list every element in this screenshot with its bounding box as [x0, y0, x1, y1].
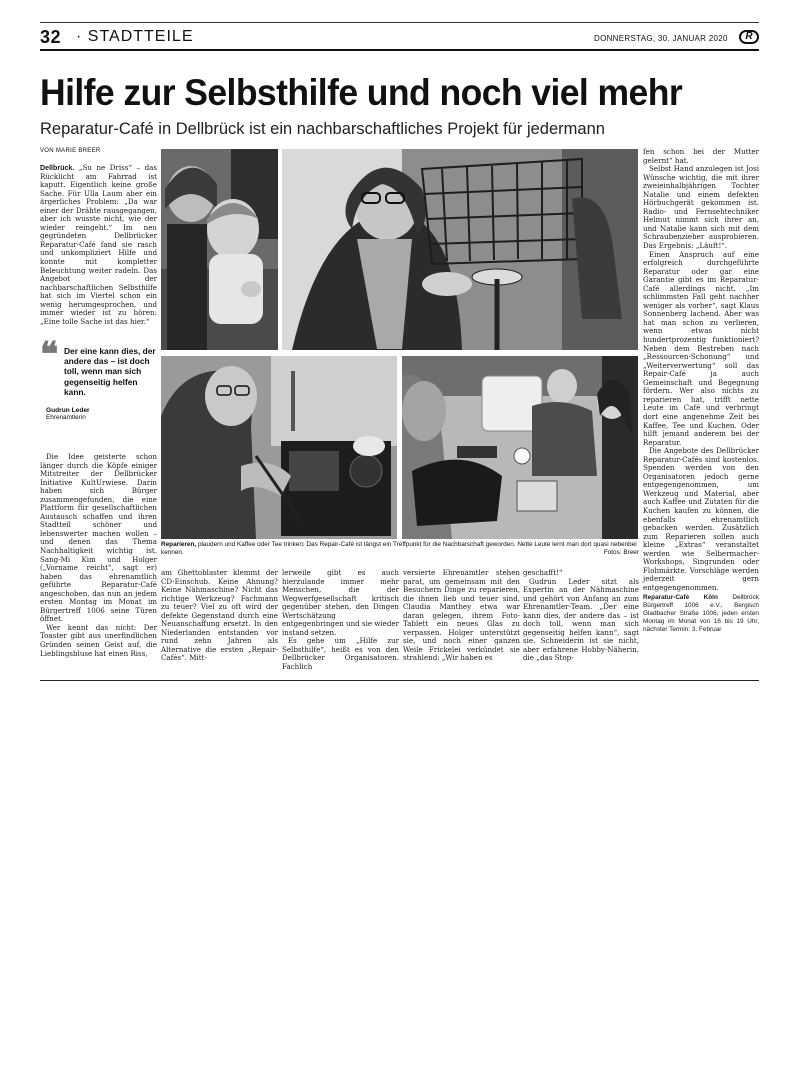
paragraph: geschafft!“: [523, 568, 563, 577]
paragraph: am Ghettoblaster klemmt der CD-Einschub. Keine Ahnung? Keine Nähmaschine? Nicht das richtige Werkzeug? Fachmann zu teuer? Viel zu oft wird der defekte Gegenstand durch eine Neuanschaffung ersetzt. In den Niederlanden entstanden vor rund zehn Jahren als Alternative die ersten „Repair-Cafés“. Mitt-: [161, 568, 278, 663]
photo-credit: Fotos: Breer: [603, 549, 639, 556]
paragraph: fen schon bei der Mutter gelernt“ hat.: [643, 147, 759, 165]
text-column-6: [643, 148, 759, 634]
paragraph: Gudrun Leder sitzt als Expertin an der Nähmaschine und gehört von Anfang an zum Ehrenamtler-Team. „Der eine kann dies, der andere das – ist doch toll, wenn man sich gegenseitig helfen kann“, sagt sie. Schneiderin ist sie nicht, aber erfahrene Hobby-Näherin, die „das Stop-: [523, 576, 639, 663]
page-number: 32: [40, 27, 62, 47]
article-byline: VON MARIE BREER: [40, 148, 101, 154]
photo-woman-bicycle-repair: [282, 149, 638, 350]
quote-mark-icon: ❝: [40, 336, 59, 374]
text-column-2: [161, 569, 278, 663]
paragraph: Dellbrück. „Su ne Driss“ – das Rücklicht am Fahrrad ist kaputt. Eigentlich keine große Sache. Für Ulla Laum aber ein ärgerliches Problem: „Da war einer der Drähte rausgegangen, aber ich wusste nicht, wie der wieder reingeht.“ Im neu gegründeten Dellbrücker Reparatur-Café fand sie rasch und unkompliziert Hilfe und konnte mit kompletter Beleuchtung weiter radeln. Das Angebot der nachbarschaftlichen Selbsthilfe hat sich im Viertel schon ein wenig herumgesprochen, und immer wieder ist zu hören: „Eine tolle Sache ist das hier.“: [40, 163, 157, 326]
header-top-rule: [40, 22, 759, 23]
dateline: Dellbrück.: [40, 164, 75, 172]
caption-lead: Reparieren,: [161, 541, 197, 548]
issue-date: DONNERSTAG, 30. JANUAR 2020: [594, 34, 728, 43]
photo-woman-with-toddler: [161, 149, 278, 350]
text-column-4: [403, 569, 520, 663]
text-column-3: [282, 569, 399, 672]
article-headline: Hilfe zur Selbsthilfe und noch viel mehr: [40, 72, 683, 113]
quote-text: Der eine kann dies, der andere das – ist doch toll, wenn man sich gegenseitig helfen kann.: [64, 346, 156, 397]
quote-author: Gudrun Leder: [46, 407, 90, 415]
info-box-text: Dellbrück Bürgertreff 1006 e.V., Bergisch Gladbacher Straße 1006, jeden ersten Montag im Monat von 16 bis 19 Uhr, nächster Termin: 3. Februar: [643, 594, 759, 634]
article-bottom-rule: [40, 680, 759, 681]
article-subheadline: Reparatur-Café in Dellbrück ist ein nachbarschaftliches Projekt für jedermann: [40, 120, 605, 138]
header-bottom-rule: [40, 49, 759, 51]
text-column-1-top: [40, 164, 157, 326]
newspaper-logo-icon: R: [739, 30, 759, 44]
photo-man-repairing-device: [161, 356, 397, 539]
text-column-5: [523, 569, 639, 663]
quote-author-role: Ehrenamtlerin: [46, 414, 86, 422]
paragraph: Die Idee geisterte schon länger durch die Köpfe einiger Mitstreiter der Dellbrücker Initiative KultUrwiese. Darin haben sich Bürger zusammengefunden, die eine Plattform für gesellschaftlichen Austausch schaffen und ihren Stadtteil schöner und lebenswerter machen wollen – und denen das Thema Nachhaltigkeit wichtig ist. Sang-Mi Kim und Holger („Vorname reicht“, sagt er) haben das ehrenamtlich geführte Reparatur-Café angeschoben, das nun an jedem ersten Montag im Monat im Bürgertreff 1006 seine Türen öffnet.: [40, 452, 157, 624]
pull-quote: [40, 336, 158, 422]
paragraph: Es gehe um „Hilfe zur Selbsthilfe“, heißt es von den Dellbrücker Organisatoren. Fachlich: [282, 636, 399, 672]
photo-caption: [161, 541, 639, 557]
photo-sewing-group: [402, 356, 638, 539]
caption-text: plaudern und Kaffee oder Tee trinken: Das Repair-Café ist längst ein Treffpunkt für die Nachbarschaft geworden. Nette Leute lernt man dort quasi nebenbei kennen.: [161, 541, 637, 556]
section-name: · STADTTEILE: [76, 28, 194, 45]
paragraph: Wer kennt das nicht: Der Toaster gibt aus unerfindlichen Gründen seinen Geist auf, die Lieblingsbluse hat einen Riss,: [40, 622, 157, 658]
paragraph: Die Angebote des Dellbrücker Reparatur-Cafés sind kostenlos. Spenden werden von den Organisatoren jedoch gerne entgegengenommen, um Werkzeug und Material, aber auch Kaffee und Zutaten für die Kuchen kaufen zu können, die ebenfalls ehrenamtlich gebacken werden. Zusätzlich zum Reparieren sollen auch kleine „Extras“ veranstaltet werden wie Selbermacher-Workshops, Singrunden oder Flohmärkte. Vorschläge werden jederzeit gern entgegengenommen.: [643, 446, 759, 592]
paragraph: lerweile gibt es auch hierzulande immer mehr Menschen, die der Wegwerfgesellschaft kritisch gegenüber stehen, den Dingen Wertschätzung entgegenbringen und sie wieder instand setzen.: [282, 568, 399, 637]
paragraph: Einen Anspruch auf eine erfolgreich durchgeführte Reparatur oder gar eine Garantie gibt es im Reparatur-Café allerdings nicht. „Im schlimmsten Fall geht nachher weniger als vorher“, sagt Klaus Sonnenberg lachend. Aber was hat man schon zu verlieren, wenn etwas nicht hundertprozentig funktioniert? Neben dem Bestreben nach „Ressourcen-Schonung“ und „Weiterverwertung“ soll das Repair-Café ja auch Gemeinschaft und Begegnung fördern. Wer also nichts zu reparieren hat, trifft nette Leute im Café und verbringt dort eine angenehme Zeit bei Kaffee, Tee und Kuchen. Oder hilft jemand anderem bei der Reparatur.: [643, 249, 759, 447]
paragraph: Selbst Hand anzulegen ist Josi Wünsche wichtig, die mit ihrer zweieinhalbjährigen Tochter Natalie und einem defekten Hörbuchgerät gekommen ist. Radio- und Fernsehtechniker Helmut nimmt sich ihrer an, und Natalie kann sich mit dem Schraubenzieher ausprobieren. Das Ergebnis: „Läuft!“.: [643, 164, 759, 251]
info-box-title: Reparatur-Café Köln: [643, 594, 718, 602]
text-column-1-bottom: [40, 453, 157, 658]
paragraph: versierte Ehrenamtler stehen parat, um gemeinsam mit den Besuchern Dinge zu reparieren, die ihnen lieb und teuer sind. Claudia Manthey etwa war daran gelegen, ihrem Foto-Tablett ein neues Glas zu verpassen. Holger unterstützt sie, und noch einer ganzen Weile Frickelei verkündet sie strahlend: „Wir haben es: [403, 568, 520, 663]
info-box: [643, 594, 759, 634]
